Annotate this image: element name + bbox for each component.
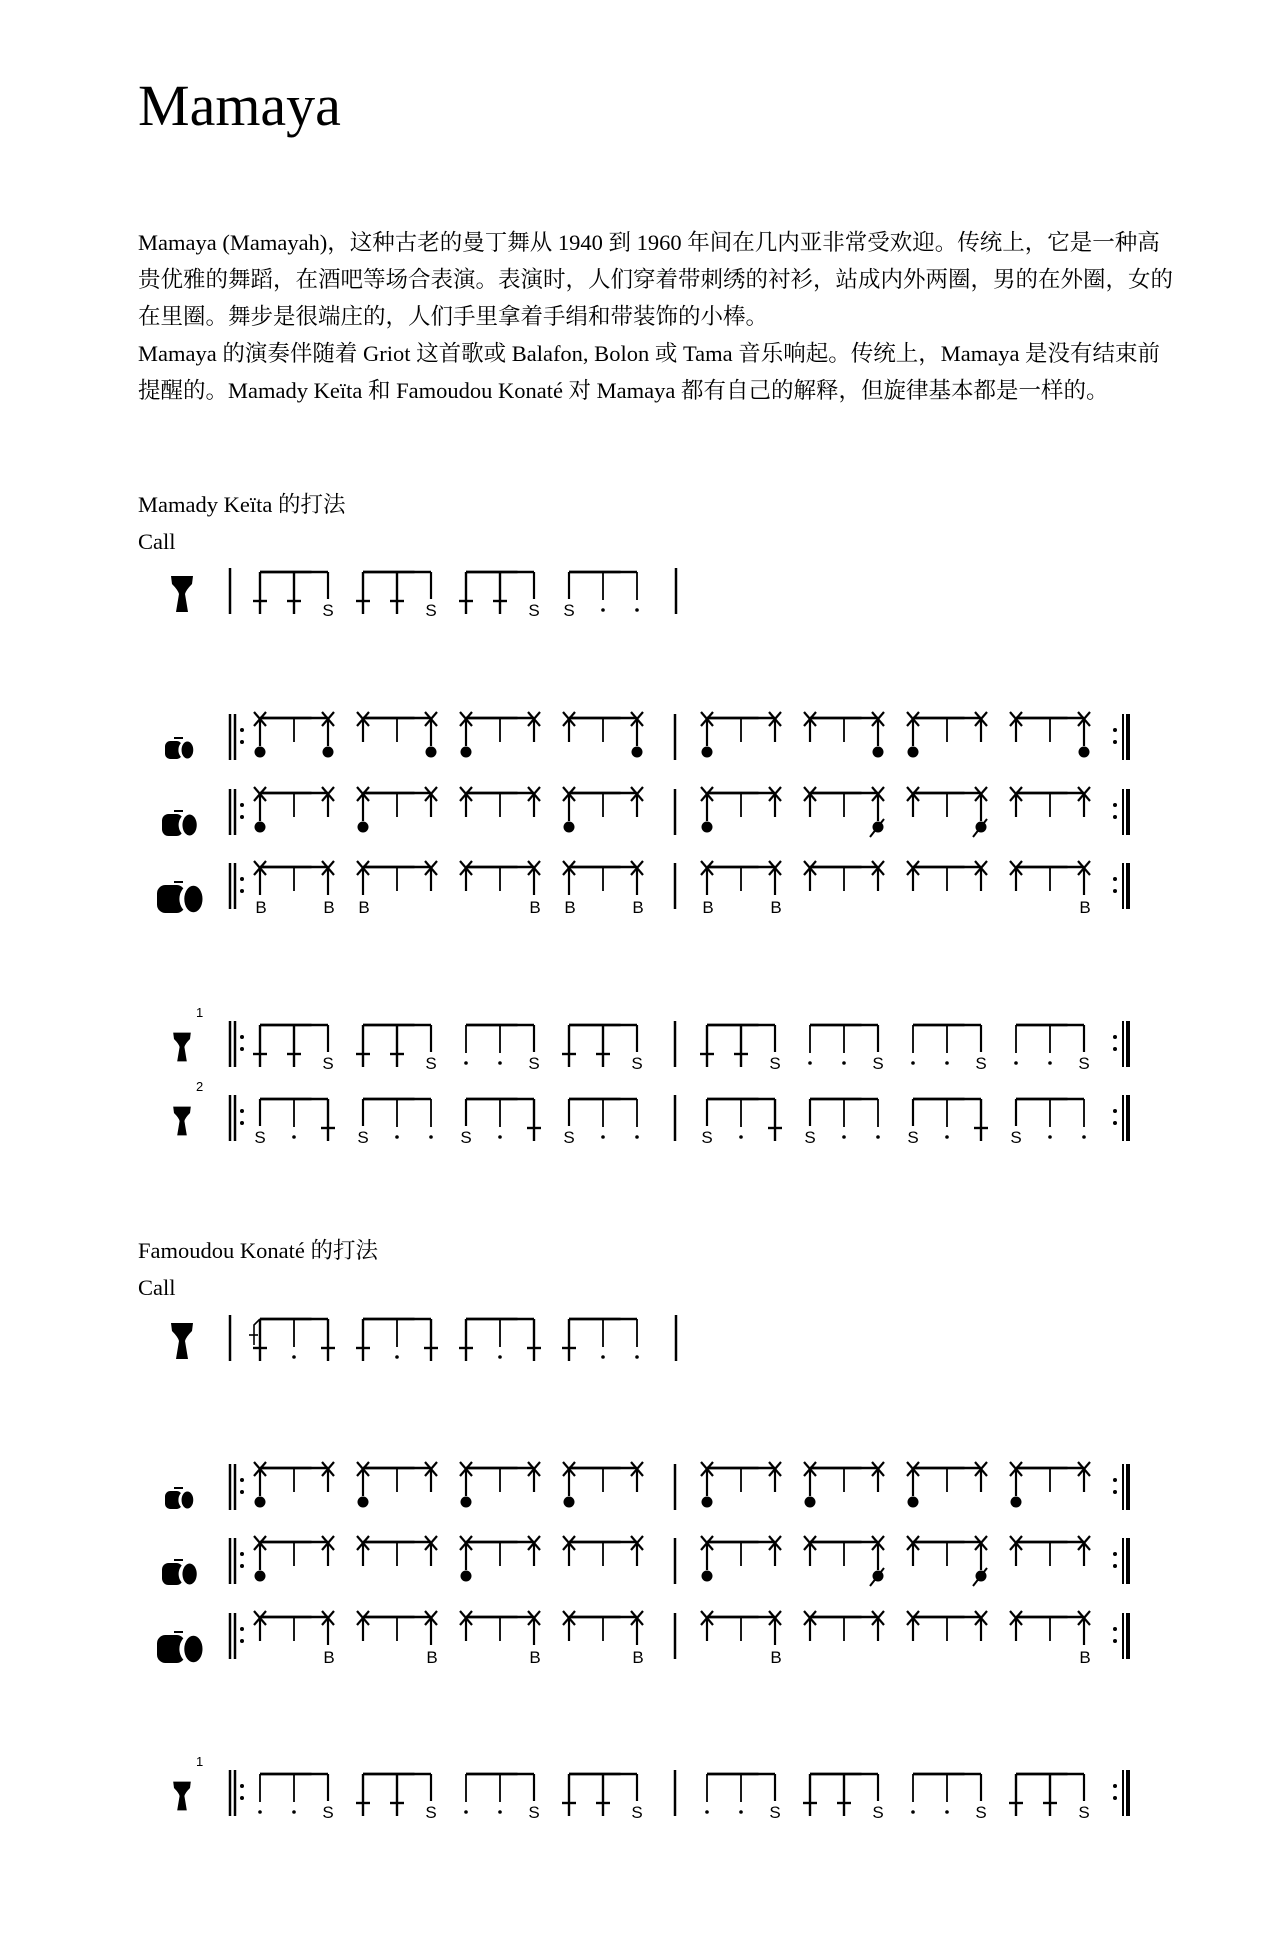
note-slap: S: [1078, 1803, 1090, 1822]
note-bass: B: [770, 898, 782, 917]
call-staff-0: [171, 568, 676, 620]
note-slap: S: [631, 1803, 643, 1822]
note-slap: S: [528, 1054, 540, 1073]
call-label-konate: Call: [138, 1275, 176, 1300]
note-slap: S: [425, 1803, 437, 1822]
note-slap: S: [460, 1128, 472, 1147]
note-bass: B: [770, 1648, 782, 1667]
dundun-staff-dundunba-0: [157, 861, 1128, 917]
section-heading-konate: Famoudou Konaté 的打法: [138, 1238, 378, 1263]
djembe-icon: [171, 1323, 193, 1359]
note-bass: B: [632, 898, 644, 917]
dundun-staff-kenkeni-0: [165, 712, 1128, 760]
note-slap: S: [425, 1054, 437, 1073]
intro-paragraph-2: Mamaya 的演奏伴随着 Griot 这首歌或 Balafon, Bolon 或 Tama 音乐响起。传统上，Mamaya 是没有结束前提醒的。Mamady Keïta 和 Famoudou Konaté 对 Mamaya 都有自己的解释，但旋律基本都是一样的。: [138, 341, 1161, 403]
djembe-icon: [173, 1782, 191, 1811]
djembe-staff-2-0: [173, 1079, 1128, 1147]
note-bass: B: [1079, 898, 1091, 917]
note-bass: B: [1079, 1648, 1091, 1667]
dundun-staff-sangban-0: [162, 787, 1128, 837]
note-slap: S: [528, 1803, 540, 1822]
note-slap: S: [907, 1128, 919, 1147]
djembe-part-number: 2: [196, 1079, 204, 1094]
note-slap: S: [804, 1128, 816, 1147]
dundun-staff-sangban-1: [162, 1536, 1128, 1586]
page-title: Mamaya: [138, 73, 341, 138]
note-slap: S: [769, 1803, 781, 1822]
djembe-staff-1-0: [173, 1005, 1128, 1073]
note-slap: S: [769, 1054, 781, 1073]
note-slap: S: [322, 1803, 334, 1822]
note-slap: S: [322, 601, 334, 620]
call-label-keita: Call: [138, 529, 176, 554]
dundun-staff-dundunba-1: [157, 1611, 1128, 1667]
dundun-medium-icon: [162, 810, 197, 836]
note-slap: S: [528, 601, 540, 620]
note-slap: S: [701, 1128, 713, 1147]
note-bass: B: [529, 1648, 541, 1667]
note-slap: S: [322, 1054, 334, 1073]
note-slap: S: [872, 1803, 884, 1822]
note-bass: B: [323, 898, 335, 917]
djembe-icon: [173, 1107, 191, 1136]
dundun-small-icon: [165, 1487, 193, 1509]
dundun-large-icon: [157, 1631, 202, 1663]
note-slap: S: [1010, 1128, 1022, 1147]
djembe-staff-1-1: [173, 1754, 1128, 1822]
note-bass: B: [529, 898, 541, 917]
djembe-icon: [173, 1033, 191, 1062]
note-slap: S: [631, 1054, 643, 1073]
dundun-large-icon: [157, 881, 202, 913]
call-staff-1: [171, 1315, 676, 1361]
note-slap: S: [975, 1054, 987, 1073]
djembe-part-number: 1: [196, 1005, 204, 1020]
dundun-small-icon: [165, 737, 193, 759]
note-slap: S: [254, 1128, 266, 1147]
note-bass: B: [255, 898, 267, 917]
note-bass: B: [426, 1648, 438, 1667]
intro-paragraph-1: Mamaya (Mamayah)，这种古老的曼丁舞从 1940 到 1960 年间在几内亚非常受欢迎。传统上，它是一种高贵优雅的舞蹈，在酒吧等场合表演。表演时，人们穿着带刺绣的衬衫，站成内外两圈，男的在外圈，女的在里圈。舞步是很端庄的，人们手里拿着手绢和带装饰的小棒。: [138, 230, 1174, 329]
dundun-medium-icon: [162, 1559, 197, 1585]
section-heading-keita: Mamady Keïta 的打法: [138, 492, 346, 517]
note-bass: B: [702, 898, 714, 917]
note-bass: B: [564, 898, 576, 917]
djembe-icon: [171, 576, 193, 612]
note-slap: S: [563, 601, 575, 620]
note-bass: B: [358, 898, 370, 917]
note-bass: B: [632, 1648, 644, 1667]
note-slap: S: [357, 1128, 369, 1147]
note-bass: B: [323, 1648, 335, 1667]
dundun-staff-kenkeni-1: [165, 1462, 1128, 1510]
note-slap: S: [1078, 1054, 1090, 1073]
note-slap: S: [872, 1054, 884, 1073]
djembe-part-number: 1: [196, 1754, 204, 1769]
note-slap: S: [975, 1803, 987, 1822]
note-slap: S: [425, 601, 437, 620]
note-slap: S: [563, 1128, 575, 1147]
